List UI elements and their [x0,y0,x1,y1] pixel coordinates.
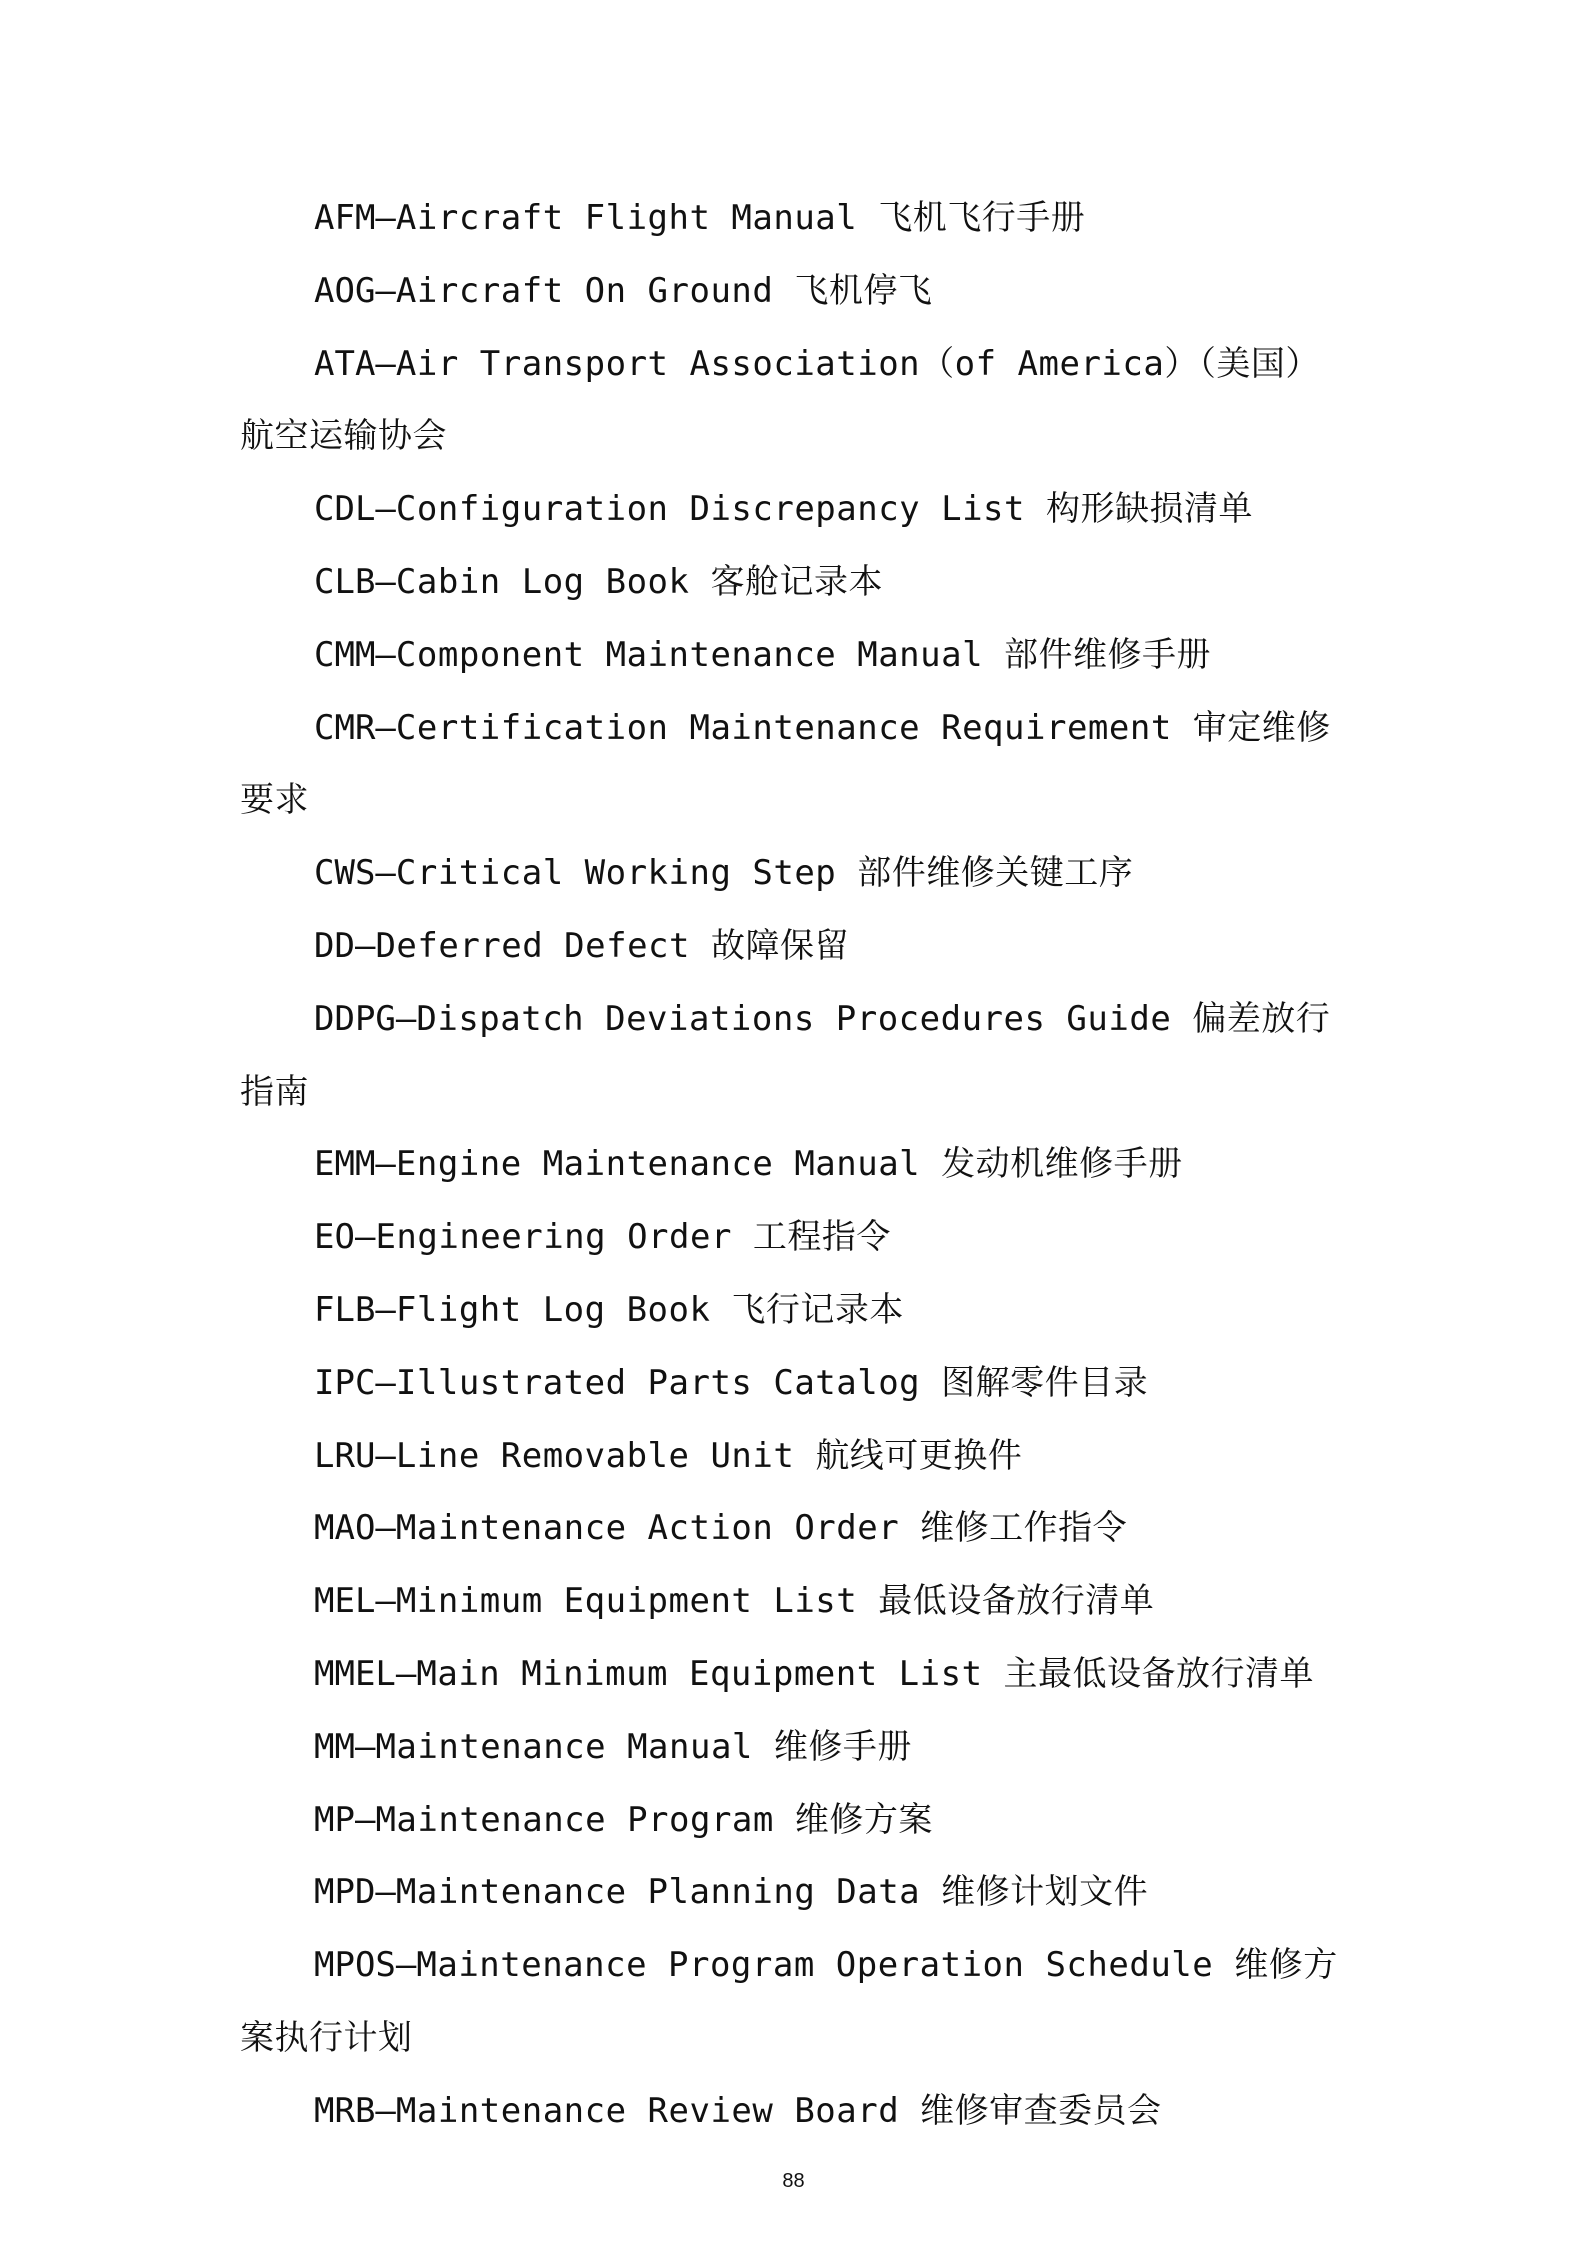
entry-abbreviation: AFM [314,198,376,238]
entry-chinese-term: 图解零件目录 [941,1362,1149,1403]
entry-english-term: Maintenance Review Board [395,2090,921,2131]
entry-english-term: Main Minimum Equipment List [416,1653,1004,1694]
entry-abbreviation: CWS [314,853,376,894]
abbreviation-entry [240,1929,1350,2075]
entry-english-term: Engineering Order [375,1217,753,1258]
entry-chinese-term: 构形缺损清单 [1045,489,1253,530]
abbreviation-entry [240,837,1350,910]
abbreviation-list [240,182,1350,2148]
entry-abbreviation: CDL [314,489,376,530]
abbreviation-entry [240,1638,1350,1711]
entry-chinese-term: 主最低设备放行清单 [1003,1653,1315,1694]
entry-chinese-term: 偏差放行指南 [240,998,1331,1112]
abbreviation-entry [240,2075,1350,2148]
abbreviation-entry [240,1201,1350,1274]
entry-abbreviation: MMEL [314,1653,396,1694]
entry-chinese-term: 飞机飞行手册 [878,198,1086,238]
entry-english-term: Cabin Log Book [395,561,711,602]
entry-english-term: Maintenance Program Operation Schedule [416,1945,1235,1986]
abbreviation-entry [240,473,1350,546]
abbreviation-entry [240,1274,1350,1347]
page-number: 88 [782,2170,805,2192]
abbreviation-entry [240,1784,1350,1857]
entry-chinese-term: 维修审查委员会 [920,2090,1162,2131]
abbreviation-entry [240,1492,1350,1565]
entry-chinese-term: 飞机停飞 [794,270,933,311]
entry-english-term: Dispatch Deviations Procedures Guide [416,998,1193,1039]
entry-abbreviation: CLB [314,561,376,602]
abbreviation-entry [240,1128,1350,1201]
abbreviation-entry [240,328,1350,474]
entry-english-term: Component Maintenance Manual [395,634,1005,675]
entry-dash: — [354,925,376,966]
entry-chinese-term: 维修手册 [773,1726,912,1767]
entry-abbreviation: MP [314,1799,355,1840]
entry-english-term: Maintenance Planning Data [395,1872,942,1913]
entry-abbreviation: MPOS [314,1945,396,1986]
entry-chinese-term: （美国）航空运输协会 [240,343,1320,457]
entry-english-term: Maintenance Manual [375,1726,774,1767]
entry-abbreviation: FLB [314,1289,376,1330]
entry-abbreviation: ATA [314,343,376,384]
entry-chinese-term: 航线可更换件 [815,1435,1023,1476]
entry-english-term: Air Transport Association（of America） [395,343,1199,384]
entry-dash: — [375,1872,396,1913]
entry-dash: — [375,1581,396,1622]
entry-chinese-term: 维修方案执行计划 [240,1945,1338,2058]
entry-abbreviation: CMR [314,707,376,748]
abbreviation-entry [240,983,1350,1129]
entry-abbreviation: MAO [314,1508,376,1549]
entry-abbreviation: MM [314,1726,355,1767]
entry-chinese-term: 维修方案 [794,1799,933,1840]
abbreviation-entry [240,1347,1350,1420]
entry-abbreviation: MPD [314,1872,376,1913]
entry-chinese-term: 部件维修手册 [1004,634,1212,675]
entry-dash: — [375,2090,396,2131]
entry-dash: — [395,1945,417,1986]
abbreviation-entry [240,182,1350,255]
entry-dash: — [375,270,396,311]
entry-abbreviation: EMM [314,1144,376,1185]
abbreviation-entry [240,546,1350,619]
entry-english-term: Deferred Defect [375,925,711,966]
entry-english-term: Certification Maintenance Requirement [395,707,1193,748]
entry-abbreviation: AOG [314,270,376,311]
entry-english-term: Configuration Discrepancy List [395,489,1046,530]
entry-chinese-term: 最低设备放行清单 [878,1581,1155,1622]
entry-dash: — [375,1144,396,1185]
entry-chinese-term: 审定维修要求 [240,707,1331,821]
entry-dash: — [375,1362,396,1403]
entry-dash: — [395,998,417,1039]
abbreviation-entry [240,1565,1350,1638]
entry-abbreviation: DDPG [314,998,396,1039]
entry-dash: — [375,707,396,748]
abbreviation-entry [240,1420,1350,1493]
entry-dash: — [375,1508,396,1549]
entry-abbreviation: MEL [314,1581,376,1622]
entry-english-term: Maintenance Program [375,1799,795,1840]
entry-abbreviation: IPC [314,1362,376,1403]
entry-english-term: Illustrated Parts Catalog [395,1362,942,1403]
abbreviation-entry [240,910,1350,983]
entry-english-term: Aircraft On Ground [395,270,795,311]
entry-dash: — [395,1653,417,1694]
entry-dash: — [354,1726,376,1767]
entry-english-term: Aircraft Flight Manual [395,198,879,238]
entry-abbreviation: EO [314,1217,355,1258]
abbreviation-entry [240,692,1350,838]
entry-abbreviation: MRB [314,2090,376,2131]
entry-dash: — [354,1217,376,1258]
abbreviation-entry [240,255,1350,328]
entry-chinese-term: 发动机维修手册 [941,1144,1183,1185]
entry-dash: — [375,343,396,384]
entry-abbreviation: CMM [314,634,376,675]
entry-chinese-term: 维修计划文件 [941,1872,1149,1913]
entry-chinese-term: 客舱记录本 [710,561,883,602]
entry-chinese-term: 飞行记录本 [731,1289,904,1330]
entry-chinese-term: 故障保留 [710,925,849,966]
entry-english-term: Critical Working Step [395,853,858,894]
entry-chinese-term: 部件维修关键工序 [857,853,1134,894]
entry-chinese-term: 工程指令 [752,1217,891,1258]
entry-dash: — [354,1799,376,1840]
entry-dash: — [375,489,396,530]
entry-abbreviation: DD [314,925,355,966]
abbreviation-entry [240,1856,1350,1929]
entry-english-term: Minimum Equipment List [395,1581,879,1622]
entry-dash: — [375,853,396,894]
entry-english-term: Engine Maintenance Manual [395,1144,942,1185]
entry-chinese-term: 维修工作指令 [920,1508,1128,1549]
entry-dash: — [375,634,396,675]
entry-dash: — [375,1289,396,1330]
entry-english-term: Maintenance Action Order [395,1508,921,1549]
entry-abbreviation: LRU [314,1435,376,1476]
entry-dash: — [375,198,396,238]
entry-dash: — [375,561,396,602]
entry-dash: — [375,1435,396,1476]
abbreviation-entry [240,1711,1350,1784]
entry-english-term: Line Removable Unit [395,1435,816,1476]
entry-english-term: Flight Log Book [395,1289,732,1330]
abbreviation-entry [240,619,1350,692]
